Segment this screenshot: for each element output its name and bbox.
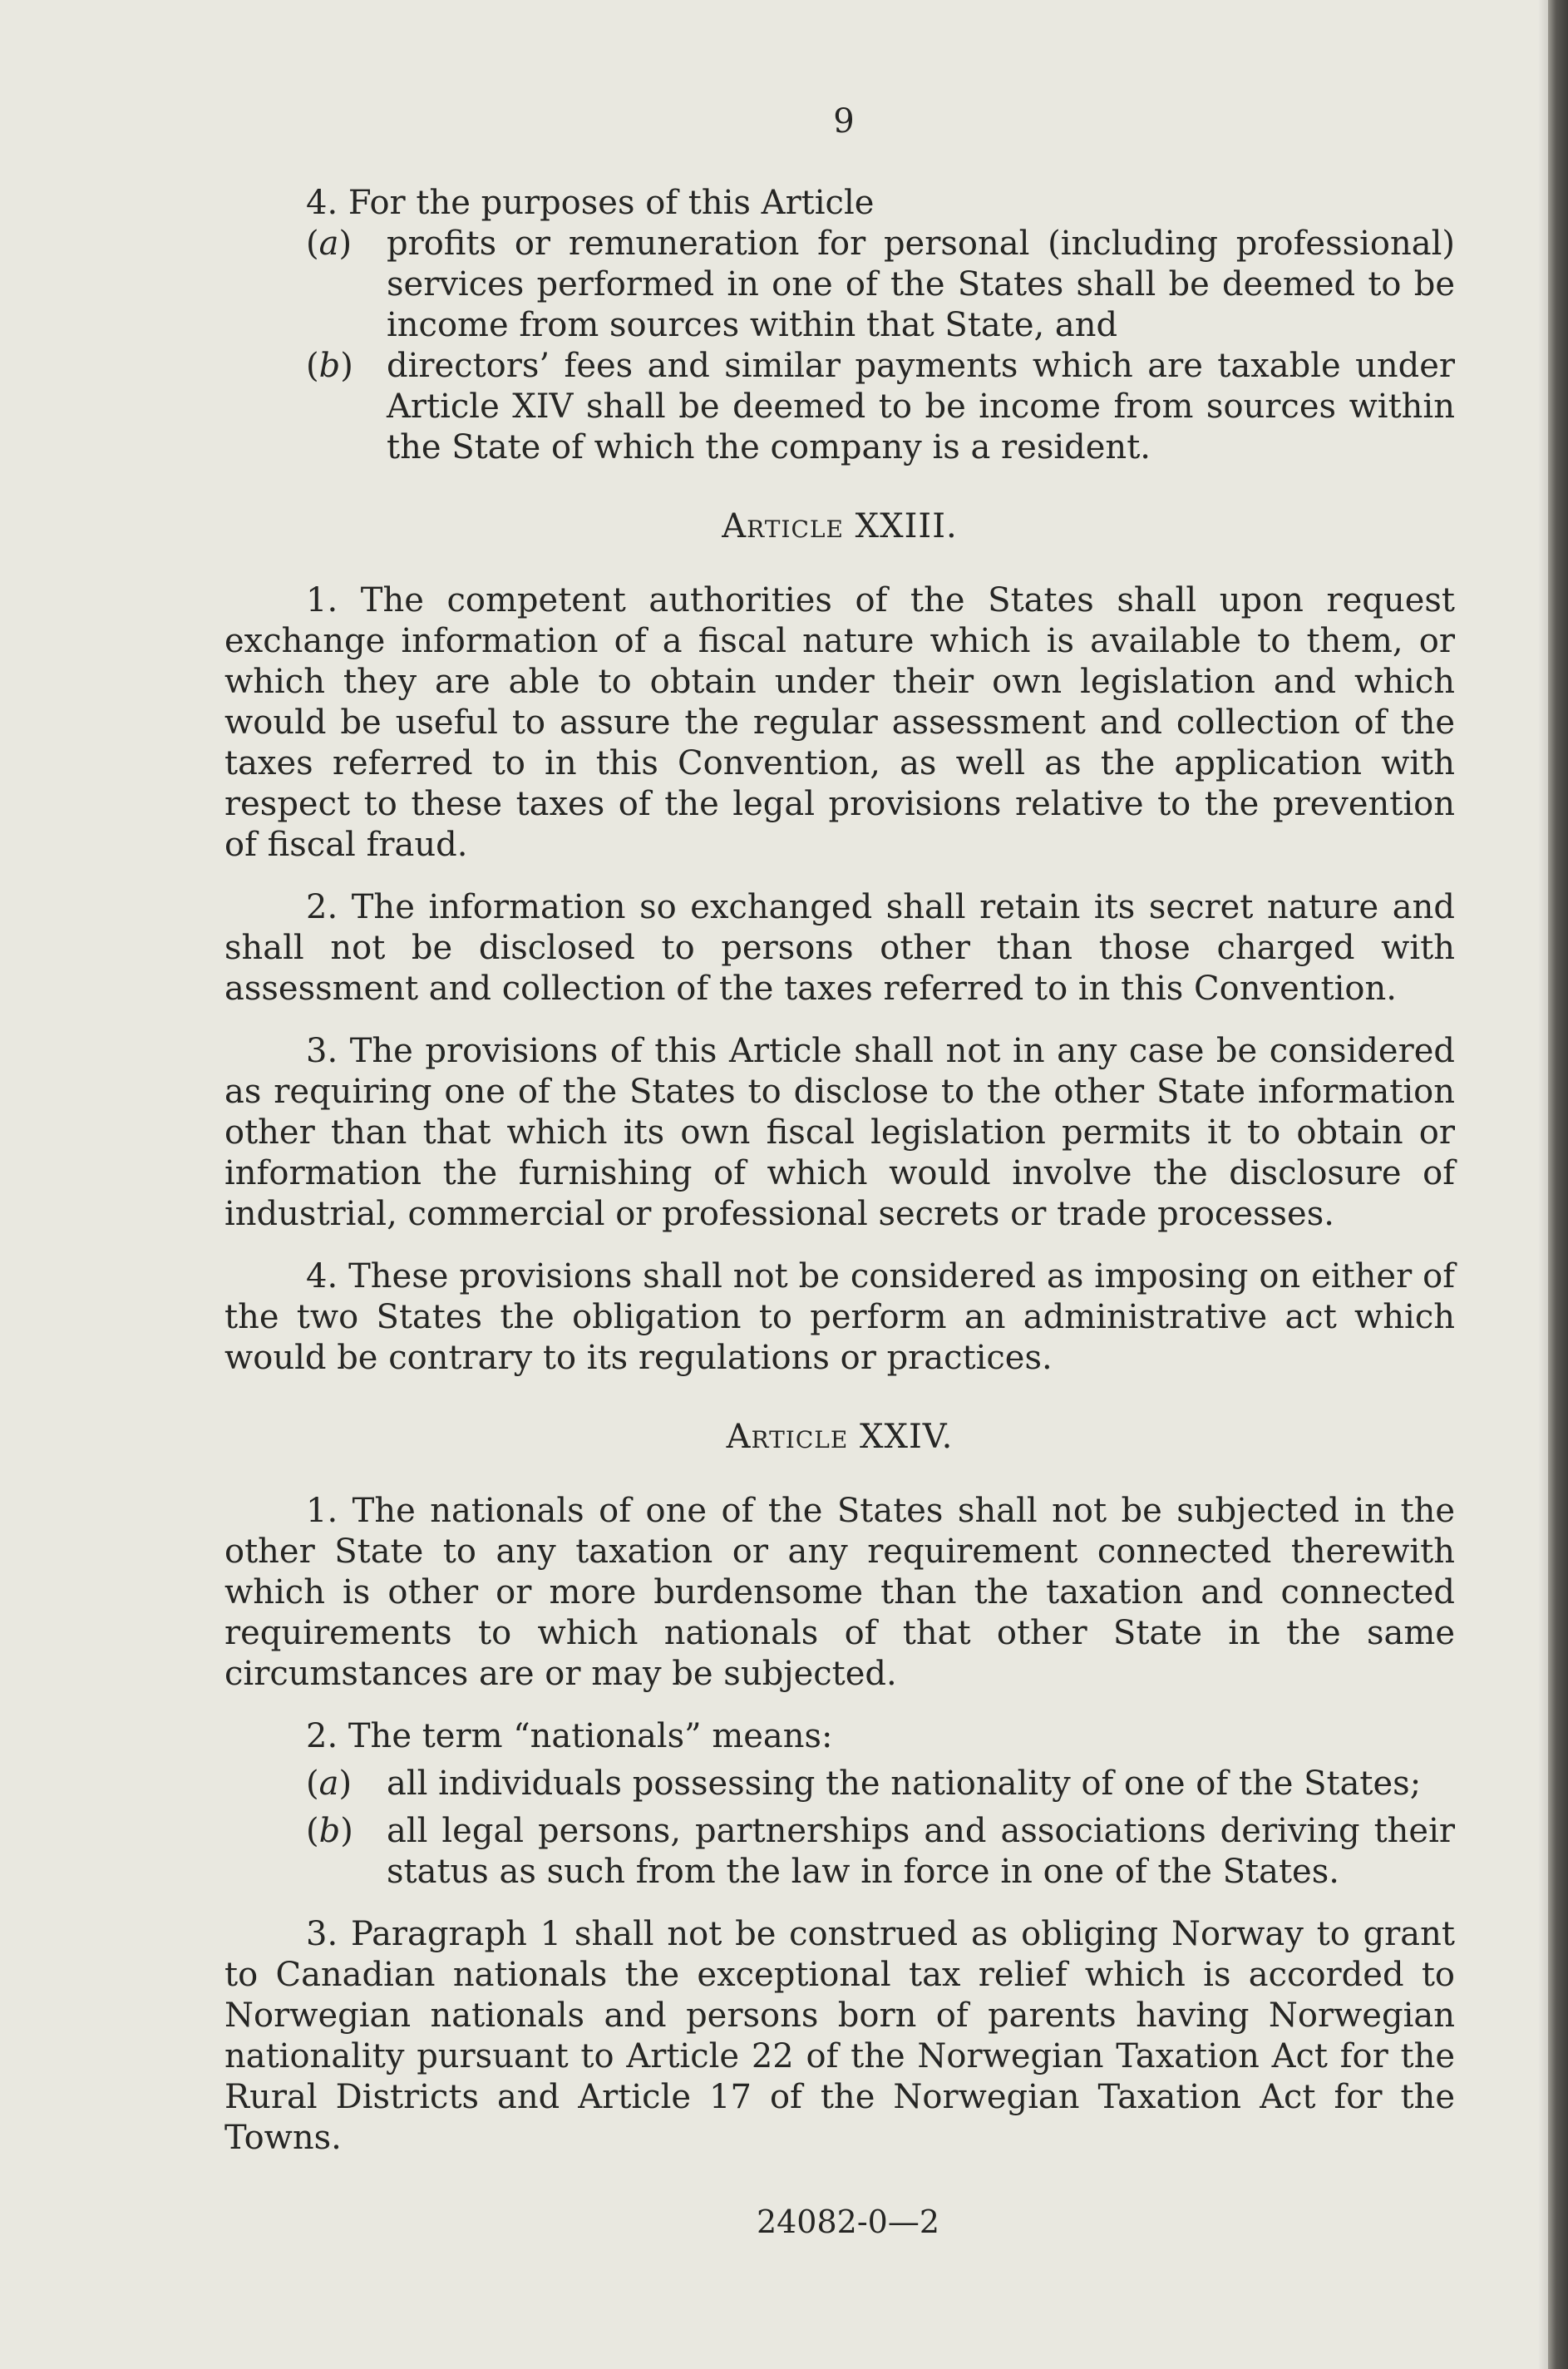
list-item-text: all legal persons, partnerships and associations deriving their status as such from the law in force in one of the States. (387, 1812, 1455, 1891)
article-xxiii-heading: Article XXIII. (722, 507, 958, 545)
article-xxiv-para-2-intro: 2. The term “nationals” means: (306, 1717, 833, 1755)
page-body (224, 183, 1455, 2159)
page-number: 9 (833, 102, 855, 141)
article-xxiv-para-3: 3. Paragraph 1 shall not be construed as obliging Norway to grant to Canadian nationals the exceptional tax relief which is accorded to Norwegian nationals and persons born of parents having Norwegian nationality pursuant to Article 22 of the Norwegian Taxation Act for the Rural Districts and Article 17 of the Norwegian Taxation Act for the Towns. (224, 1915, 1455, 2157)
article-xxiii-para-3: 3. The provisions of this Article shall not in any case be considered as requiring one of the States to disclose to the other State information other than that which its own fiscal legislation permits it to obtain or information the furnishing of which would involve the disclosure of industrial, commercial or professional secrets or trade processes. (224, 1032, 1455, 1233)
article-xxiii-para-1: 1. The competent authorities of the States shall upon request exchange information of a fiscal nature which is available to them, or which they are able to obtain under their own legislation and which would be useful to assure the regular assessment and collection of the taxes referred to in this Convention, as well as the application with respect to these taxes of the legal provisions relative to the prevention of fiscal fraud. (224, 581, 1455, 864)
list-item-a (224, 224, 1455, 346)
article-xxiii-para-2: 2. The information so exchanged shall retain its secret nature and shall not be disclosed to persons other than those charged with assessment and collection of the taxes referred to in this Convention. (224, 888, 1455, 1008)
list-item-label: (b) (306, 1812, 353, 1850)
article-xxiv-heading: Article XXIV. (726, 1418, 954, 1456)
list-item-text: profits or remuneration for personal (including professional) services performed in one of the States shall be deemed to be income from sources within that State, and (387, 225, 1455, 344)
list-item-label: (a) (306, 1764, 353, 1803)
list-item-text: all individuals possessing the nationality of one of the States; (387, 1764, 1422, 1803)
article-xxiv-para-1: 1. The nationals of one of the States shall not be subjected in the other State to any taxation or any requirement connected therewith which is other or more burdensome than the taxation and connected requirements to which nationals of that other State in the same circumstances are or may be subjected. (224, 1492, 1455, 1693)
book-binding-edge (1548, 0, 1568, 2369)
list-item-text: directors’ fees and similar payments which are taxable under Article XIV shall be deemed to be income from sources within the State of which the company is a resident. (387, 347, 1455, 466)
list-item-label: (b) (306, 347, 353, 385)
list-item-b (224, 1811, 1455, 1893)
article-xxiii-para-4: 4. These provisions shall not be considered as imposing on either of the two States the obligation to perform an administrative act which would be contrary to its regulations or practices. (224, 1257, 1455, 1377)
footer-code: 24082-0—2 (756, 2204, 940, 2240)
list-item-a (224, 1764, 1455, 1804)
list-item-b (224, 346, 1455, 468)
list-item-label: (a) (306, 225, 353, 263)
article-22-para-4-intro: 4. For the purposes of this Article (306, 184, 875, 222)
